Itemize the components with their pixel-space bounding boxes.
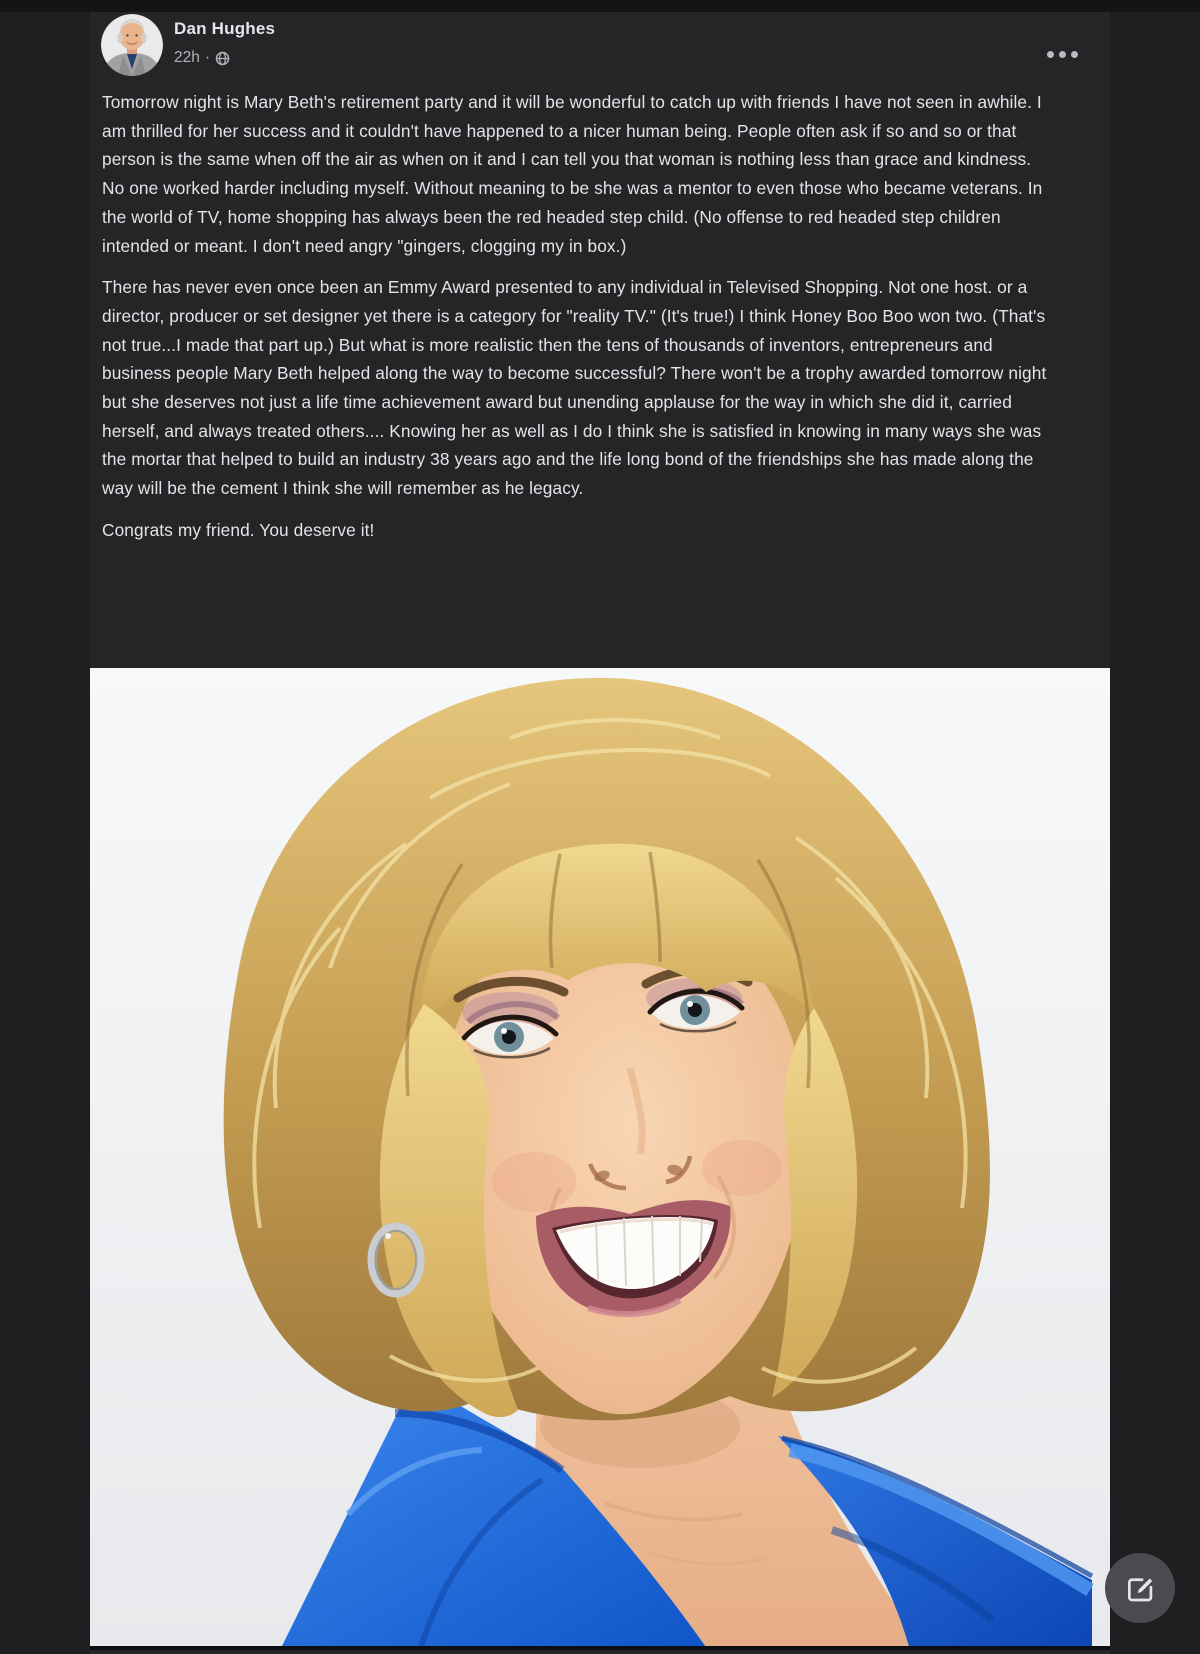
top-edge-strip [0,0,1200,12]
post-meta [174,49,230,67]
timestamp[interactable]: 22h [174,49,200,66]
author-name[interactable]: Dan Hughes [174,19,276,38]
post-paragraph: There has never even once been an Emmy Award presented to any individual in Televised Shopping. Not one host. or a director, producer or set designer yet there is a category for "reality TV." (It's true!) I think Honey Boo Boo won two. (That's not true...I made that part up.) But what is more realistic then the tens of thousands of inventors, entrepreneurs and business people Mary Beth helped along the way to become successful? There won't be a trophy awarded tomorrow night but she deserves not just a life time achievement award but unending applause for the way in which she did it, carried herself, and always treated others.... Knowing her as well as I do I think she is satisfied in knowing in many ways she was the mortar that helped to build an industry 38 years ago and the life long bond of the friendships she has made along the way will be the cement I think she will remember as he legacy. [102,277,1047,499]
post-paragraph: Tomorrow night is Mary Beth's retirement party and it will be wonderful to catch up with friends I have not seen in awhile. I am thrilled for her success and it couldn't have happened to a nicer human being. People often ask if so and so or that person is the same when off the air as when on it and I can tell you that woman is nothing less than grace and kindness. No one worked harder including myself. Without meaning to be she was a mentor to even those who became veterans. In the world of TV, home shopping has always been the red headed step child. (No offense to red headed step children intended or meant. I don't need angry "gingers, clogging my in box.) [102,92,1043,256]
post-photo[interactable] [90,668,1110,1650]
facebook-post-card [90,12,1110,1654]
meta-separator: · [204,49,211,66]
avatar[interactable] [101,14,163,76]
ellipsis-icon [1047,51,1054,58]
portrait-photo [90,668,1110,1650]
post-menu-button[interactable] [1040,34,1084,74]
post-text [102,88,1048,654]
post-paragraph: Congrats my friend. You deserve it! [102,519,375,540]
edit-icon [1124,1572,1156,1604]
photo-bottom-strip [90,1646,1110,1650]
avatar-image [101,14,163,76]
post-header [90,12,1110,88]
edit-fab-button[interactable] [1105,1553,1175,1623]
globe-icon [215,51,230,66]
